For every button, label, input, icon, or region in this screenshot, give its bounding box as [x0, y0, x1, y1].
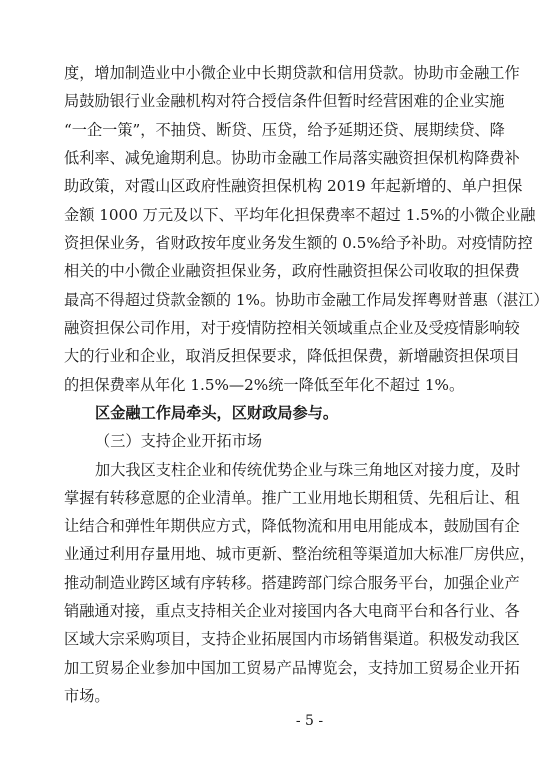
- paragraph-line: 让结合和弹性年期供应方式，降低物流和用电用能成本，鼓励国有企: [64, 517, 520, 536]
- responsibility-note: 区金融工作局牵头，区财政局参与。: [95, 403, 338, 422]
- paragraph-line: “一企一策”，不抽贷、断贷、压贷，给予延期还贷、展期续贷、降: [64, 120, 505, 139]
- paragraph-line: 相关的中小微企业融资担保业务，政府性融资担保公司收取的担保费: [64, 262, 520, 281]
- section-heading: （三）支持企业开拓市场: [95, 432, 263, 451]
- paragraph-line: 度，增加制造业中小微企业中长期贷款和信用贷款。协助市金融工作: [64, 64, 520, 82]
- paragraph-line: 加大我区支柱企业和传统优势企业与珠三角地区对接力度，及时: [95, 460, 521, 479]
- paragraph-line: 加工贸易企业参加中国加工贸易产品博览会，支持加工贸易企业开拓: [64, 658, 520, 677]
- paragraph-line: 掌握有转移意愿的企业清单。推广工业用地长期租赁、先租后让、租: [64, 488, 520, 507]
- paragraph-line: 的担保费率从年化 1.5%—2%统一降低至年化不超过 1%。: [64, 375, 465, 394]
- paragraph-line: 助政策，对霞山区政府性融资担保机构 2019 年起新增的、单户担保: [64, 177, 523, 196]
- paragraph-line: 局鼓励银行业金融机构对符合授信条件但暂时经营困难的企业实施: [64, 92, 505, 111]
- page-number: - 5 -: [295, 713, 324, 729]
- paragraph-line: 金额 1000 万元及以下、平均年化担保费率不超过 1.5%的小微企业融: [64, 205, 536, 224]
- paragraph-line: 低利率、减免逾期利息。协助市金融工作局落实融资担保机构降费补: [64, 149, 520, 167]
- paragraph-line: 推动制造业跨区域有序转移。搭建跨部门综合服务平台，加强企业产: [64, 573, 520, 592]
- paragraph-line: 业通过利用存量用地、城市更新、整治统租等渠道加大标准厂房供应，: [64, 545, 535, 564]
- paragraph-line: 大的行业和企业，取消反担保要求，降低担保费，新增融资担保项目: [64, 347, 520, 366]
- paragraph-line: 区域大宗采购项目，支持企业拓展国内市场销售渠道。积极发动我区: [64, 630, 520, 649]
- paragraph-line: 市场。: [64, 687, 110, 705]
- paragraph-line: 融资担保公司作用，对于疫情防控相关领域重点企业及受疫情影响较: [64, 318, 520, 337]
- paragraph-line: 资担保业务，省财政按年度业务发生额的 0.5%给予补助。对疫情防控: [64, 233, 533, 252]
- paragraph-line: 最高不得超过贷款金额的 1%。协助市金融工作局发挥粤财普惠（湛江）: [64, 290, 549, 309]
- paragraph-line: 销融通对接，重点支持相关企业对接国内各大电商平台和各行业、各: [64, 602, 520, 620]
